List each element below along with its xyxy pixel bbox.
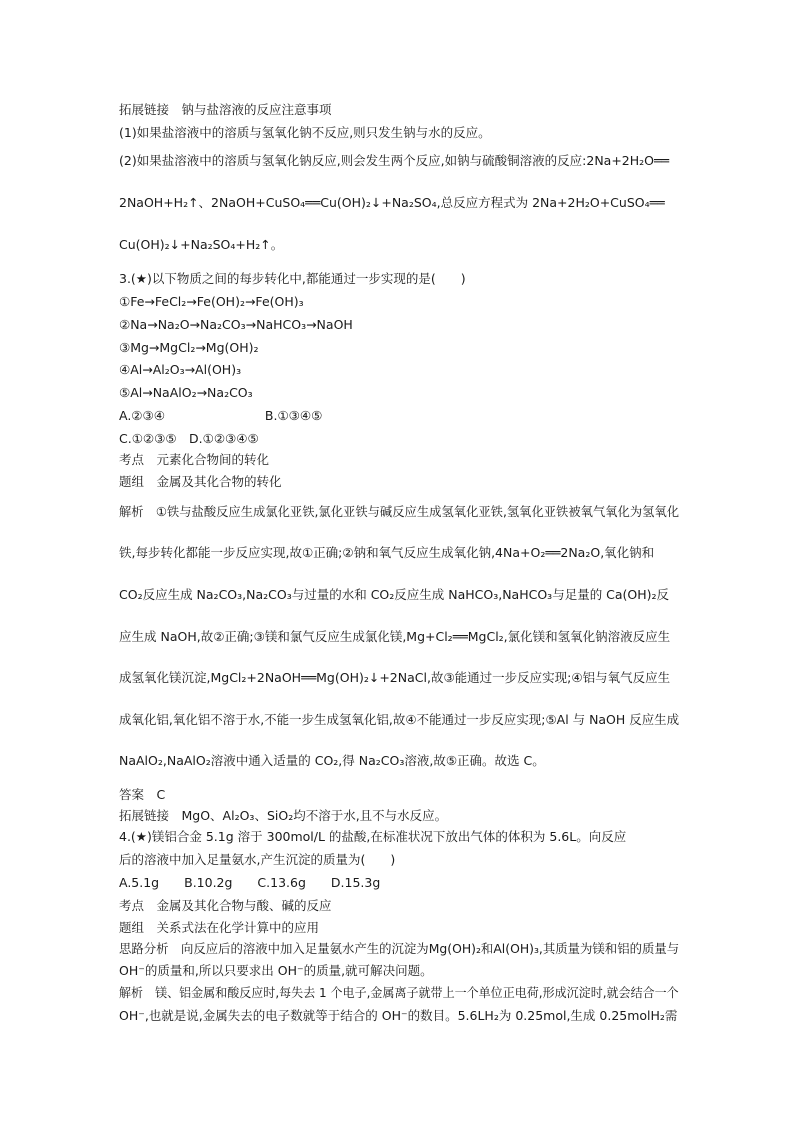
text-line: 拓展链接 钠与盐溶液的反应注意事项 bbox=[119, 102, 332, 117]
text-line: 思路分析 向反应后的溶液中加入足量氨水产生的沉淀为Mg(OH)₂和Al(OH)₃,其质量为镁和铝的质量与 bbox=[119, 941, 680, 956]
text-line: (2)如果盐溶液中的溶质与氢氧化钠反应,则会发生两个反应,如钠与硫酸铜溶液的反应:2Na+2H₂O══ bbox=[119, 153, 670, 168]
text-line: 解析 镁、铝金属和酸反应时,每失去 1 个电子,金属离子就带上一个单位正电荷,形成沉淀时,就会结合一个 bbox=[119, 985, 679, 1000]
text-line: A.②③④ B.①③④⑤ bbox=[119, 408, 323, 423]
text-line: OH⁻的质量和,所以只要求出 OH⁻的质量,就可解决问题。 bbox=[119, 963, 433, 978]
text-line: 题组 金属及其化合物的转化 bbox=[119, 474, 282, 489]
text-line: 3.(★)以下物质之间的每步转化中,都能通过一步实现的是( ) bbox=[119, 271, 466, 286]
text-line: 考点 元素化合物间的转化 bbox=[119, 452, 270, 467]
text-line: ④Al→Al₂O₃→Al(OH)₃ bbox=[119, 362, 242, 377]
text-line: 铁,每步转化都能一步反应实现,故①正确;②钠和氧气反应生成氧化钠,4Na+O₂══2Na₂O,氧化钠和 bbox=[119, 545, 655, 560]
text-line: 后的溶液中加入足量氨水,产生沉淀的质量为( ) bbox=[119, 852, 396, 867]
text-line: CO₂反应生成 Na₂CO₃,Na₂CO₃与过量的水和 CO₂反应生成 NaHCO₃,NaHCO₃与足量的 Ca(OH)₂反 bbox=[119, 587, 670, 602]
text-line: 题组 关系式法在化学计算中的应用 bbox=[119, 920, 320, 935]
text-line: 答案 C bbox=[119, 787, 166, 802]
text-line: 成氢氧化镁沉淀,MgCl₂+2NaOH══Mg(OH)₂↓+2NaCl,故③能通过一步反应实现;④铝与氧气反应生 bbox=[119, 670, 671, 685]
text-line: (1)如果盐溶液中的溶质与氢氧化钠不反应,则只发生钠与水的反应。 bbox=[119, 125, 491, 140]
text-line: NaAlO₂,NaAlO₂溶液中通入适量的 CO₂,得 Na₂CO₃溶液,故⑤正确。故选 C。 bbox=[119, 753, 545, 768]
text-line: C.①②③⑤ D.①②③④⑤ bbox=[119, 431, 259, 446]
text-line: 成氧化铝,氧化铝不溶于水,不能一步生成氢氧化铝,故④不能通过一步反应实现;⑤Al 与 NaOH 反应生成 bbox=[119, 712, 680, 727]
text-line: OH⁻,也就是说,金属失去的电子数就等于结合的 OH⁻的数目。5.6LH₂为 0.25mol,生成 0.25molH₂需 bbox=[119, 1008, 678, 1023]
text-line: ①Fe→FeCl₂→Fe(OH)₂→Fe(OH)₃ bbox=[119, 294, 304, 309]
text-line: ⑤Al→NaAlO₂→Na₂CO₃ bbox=[119, 385, 253, 400]
text-line: 应生成 NaOH,故②正确;③镁和氯气反应生成氯化镁,Mg+Cl₂══MgCl₂,氯化镁和氢氧化钠溶液反应生 bbox=[119, 629, 671, 644]
text-line: 解析 ①铁与盐酸反应生成氯化亚铁,氯化亚铁与碱反应生成氢氧化亚铁,氢氧化亚铁被氧气氧化为氢氧化 bbox=[119, 504, 680, 519]
text-line: 拓展链接 MgO、Al₂O₃、SiO₂均不溶于水,且不与水反应。 bbox=[119, 808, 448, 823]
text-line: Cu(OH)₂↓+Na₂SO₄+H₂↑。 bbox=[119, 237, 284, 252]
text-line: 4.(★)镁铝合金 5.1g 溶于 300mol/L 的盐酸,在标准状况下放出气体的体积为 5.6L。向反应 bbox=[119, 829, 627, 844]
text-line: ③Mg→MgCl₂→Mg(OH)₂ bbox=[119, 340, 259, 355]
text-line: 2NaOH+H₂↑、2NaOH+CuSO₄══Cu(OH)₂↓+Na₂SO₄,总反应方程式为 2Na+2H₂O+CuSO₄══ bbox=[119, 195, 665, 210]
text-line: 考点 金属及其化合物与酸、碱的反应 bbox=[119, 898, 332, 913]
text-line: ②Na→Na₂O→Na₂CO₃→NaHCO₃→NaOH bbox=[119, 317, 353, 332]
text-line: A.5.1g B.10.2g C.13.6g D.15.3g bbox=[119, 875, 381, 890]
